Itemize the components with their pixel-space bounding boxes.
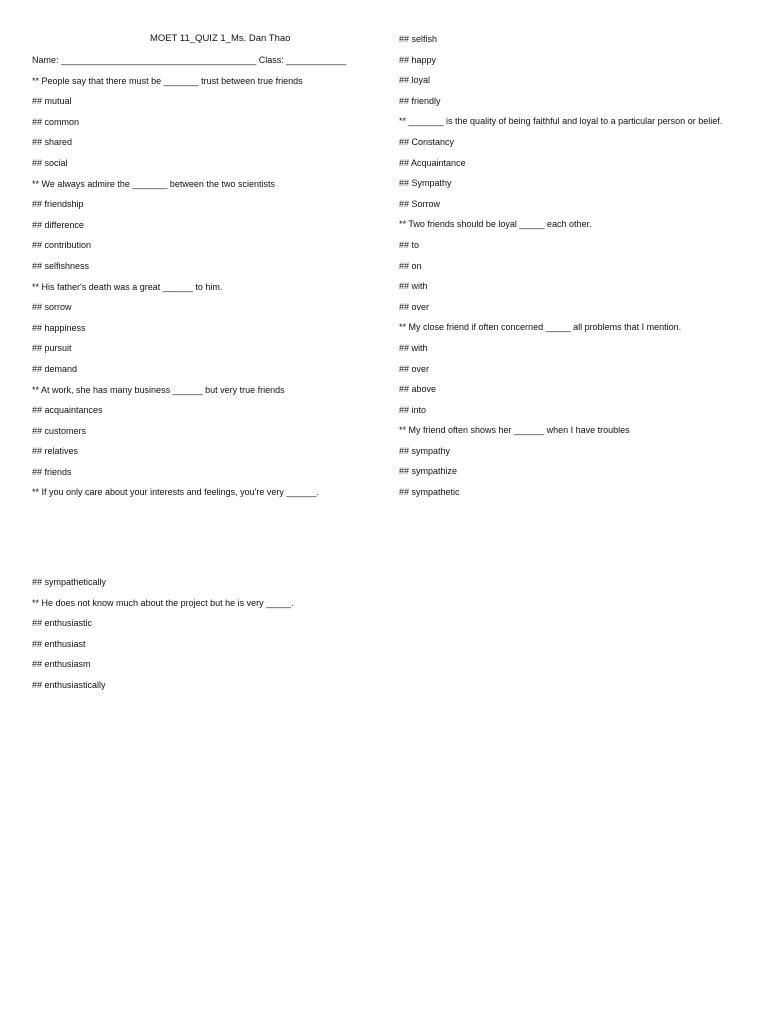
option: ## contribution <box>32 240 92 251</box>
option: ## Constancy <box>399 136 455 147</box>
right-column <box>399 33 729 507</box>
option: ## happiness <box>32 322 86 333</box>
option: ## into <box>399 404 427 415</box>
option: ## sorrow <box>32 302 72 313</box>
option: ## selfishness <box>32 260 90 271</box>
option: ## on <box>399 260 422 271</box>
option: ## with <box>399 342 428 353</box>
question-5: ** If you only care about your interests and feelings, you're very ______. <box>32 487 319 498</box>
option: ## sympathetic <box>399 487 460 498</box>
option: ## sympathize <box>399 466 458 477</box>
question-6: ** He does not know much about the project but he is very _____. <box>32 597 294 608</box>
option: ## Sorrow <box>399 198 441 209</box>
question-10: ** My friend often shows her ______ when I have troubles <box>399 425 630 436</box>
option: ## customers <box>32 425 87 436</box>
option: ## with <box>399 281 428 292</box>
question-2: ** We always admire the _______ between the two scientists <box>32 178 275 189</box>
name-class-line: Name: _______________________________________ Class: ____________ <box>32 55 347 65</box>
question-1: ** People say that there must be _______ trust between true friends <box>32 75 303 86</box>
option: ## over <box>399 363 430 374</box>
question-8: ** Two friends should be loyal _____ each other. <box>399 219 592 230</box>
option: ## demand <box>32 363 78 374</box>
quiz-title: MOET 11_QUIZ 1_Ms. Dan Thao <box>150 33 291 44</box>
option: ## acquaintances <box>32 405 103 416</box>
option: ## loyal <box>399 75 431 86</box>
left-column-bottom <box>32 576 362 700</box>
question-7: ** _______ is the quality of being faithful and loyal to a particular person or belief. <box>399 116 723 127</box>
option: ## friendship <box>32 199 84 210</box>
option: ## above <box>399 384 437 395</box>
option: ## selfish <box>399 34 438 44</box>
option: ## social <box>32 157 68 168</box>
option: ## enthusiastic <box>32 618 93 629</box>
option: ## friends <box>32 466 72 477</box>
option: ## common <box>32 116 80 127</box>
left-column <box>32 54 362 507</box>
option: ## Sympathy <box>399 178 452 189</box>
option: ## sympathetically <box>32 577 107 587</box>
option: ## to <box>399 239 420 250</box>
option: ## enthusiasm <box>32 659 91 670</box>
option: ## friendly <box>399 95 441 106</box>
option: ## sympathy <box>399 445 451 456</box>
question-3: ** His father's death was a great ______ to him. <box>32 281 223 292</box>
question-9: ** My close friend if often concerned _____ all problems that I mention. <box>399 322 682 333</box>
option: ## difference <box>32 219 84 230</box>
question-4: ** At work, she has many business ______ but very true friends <box>32 384 285 395</box>
option: ## mutual <box>32 96 72 107</box>
option: ## over <box>399 301 430 312</box>
option: ## Acquaintance <box>399 157 466 168</box>
option: ## relatives <box>32 446 79 457</box>
option: ## happy <box>399 54 437 65</box>
option: ## enthusiastically <box>32 679 106 690</box>
option: ## enthusiast <box>32 638 86 649</box>
option: ## pursuit <box>32 343 72 354</box>
option: ## shared <box>32 137 73 148</box>
